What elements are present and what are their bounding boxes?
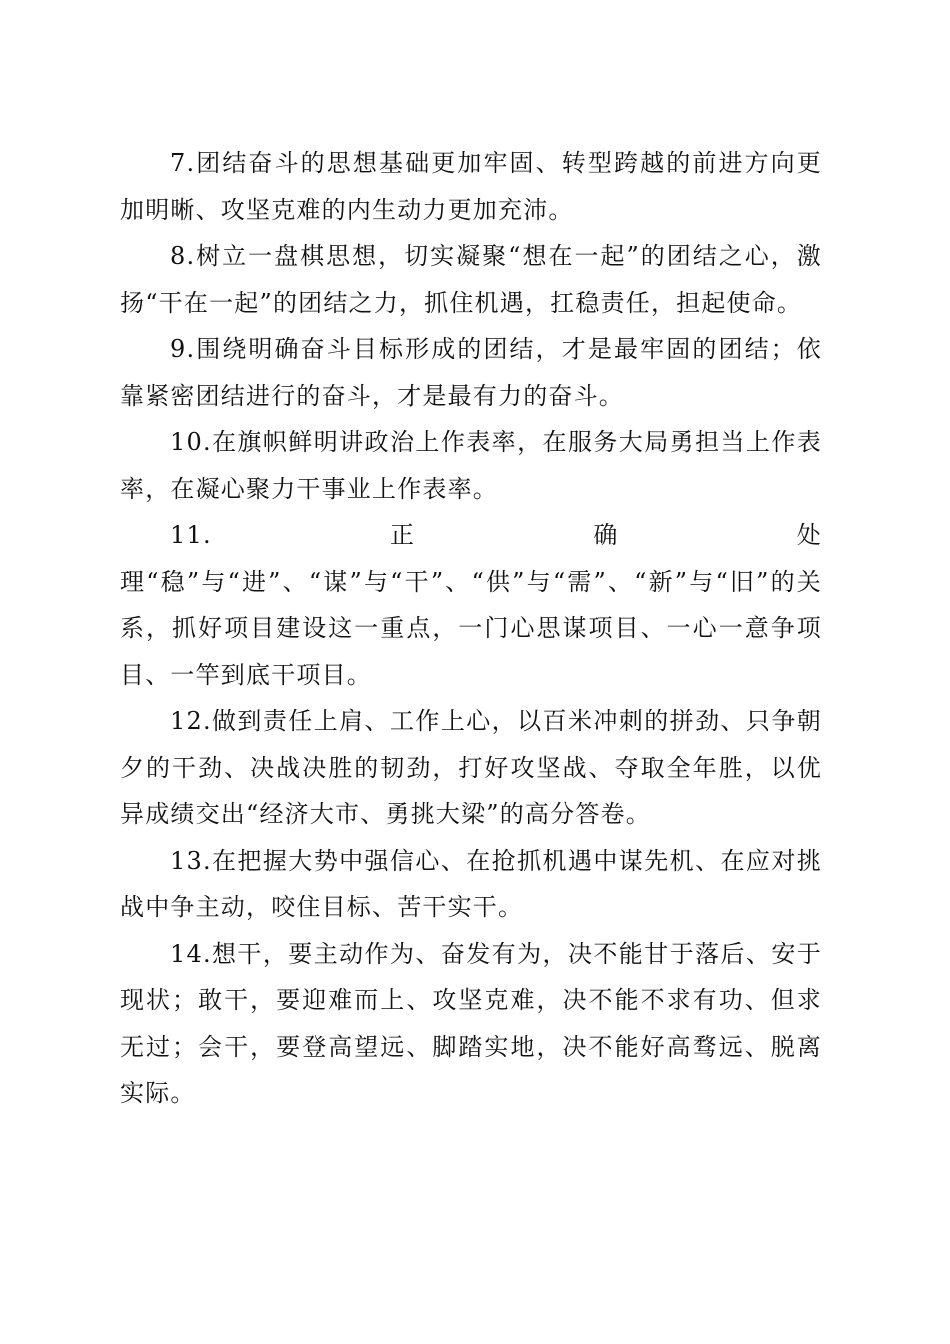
paragraph-9: 9.围绕明确奋斗目标形成的团结，才是最牢固的团结；依靠紧密团结进行的奋斗，才是最有力的奋斗。 <box>120 335 822 410</box>
paragraph-12: 12.做到责任上肩、工作上心，以百米冲刺的拼劲、只争朝夕的干劲、决战决胜的韧劲，打好攻坚战、夺取全年胜，以优异成绩交出“经济大市、勇挑大梁”的高分答卷。 <box>120 707 822 828</box>
paragraph-7: 7.团结奋斗的思想基础更加牢固、转型跨越的前进方向更加明晰、攻坚克难的内生动力更加充沛。 <box>120 149 822 224</box>
document-body <box>120 140 822 1117</box>
paragraph-11: 11.正确处理“稳”与“进”、“谋”与“干”、“供”与“需”、“新”与“旧”的关系，抓好项目建设这一重点，一门心思谋项目、一心一意争项目、一竿到底干项目。 <box>120 521 822 689</box>
paragraph-8: 8.树立一盘棋思想，切实凝聚“想在一起”的团结之心，激扬“干在一起”的团结之力，抓住机遇，扛稳责任，担起使命。 <box>120 242 822 317</box>
paragraph-13: 13.在把握大势中强信心、在抢抓机遇中谋先机、在应对挑战中争主动，咬住目标、苦干实干。 <box>120 846 822 921</box>
paragraph-14: 14.想干，要主动作为、奋发有为，决不能甘于落后、安于现状；敢干，要迎难而上、攻坚克难，决不能不求有功、但求无过；会干，要登高望远、脚踏实地，决不能好高骛远、脱离实际。 <box>120 939 822 1107</box>
paragraph-10: 10.在旗帜鲜明讲政治上作表率，在服务大局勇担当上作表率，在凝心聚力干事业上作表率。 <box>120 428 822 503</box>
